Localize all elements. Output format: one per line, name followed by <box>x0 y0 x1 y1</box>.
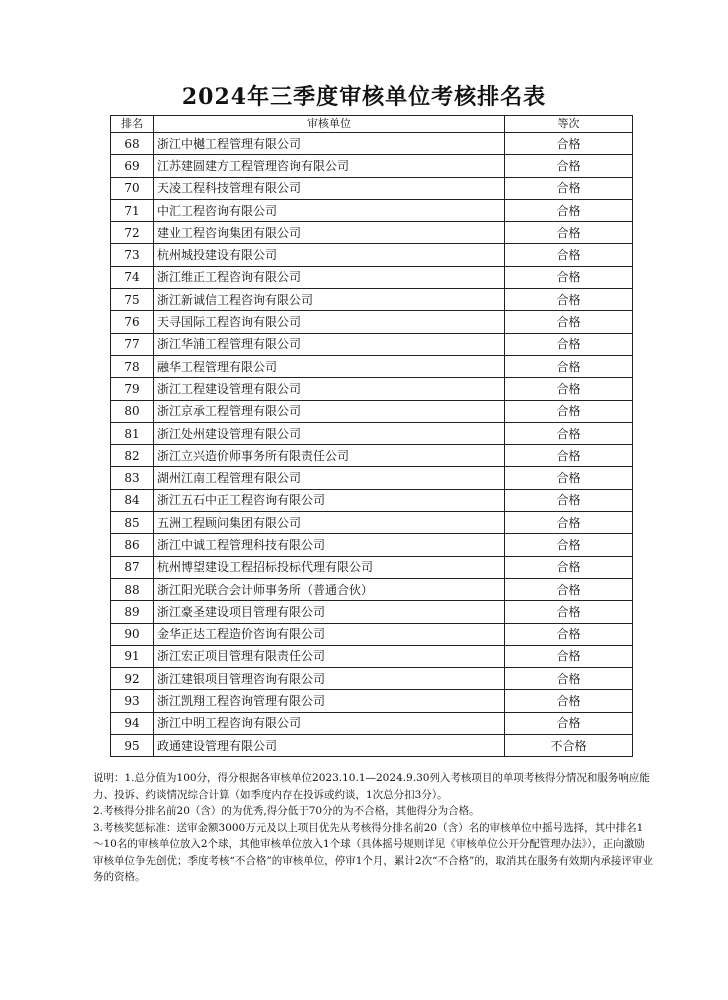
table-row <box>111 512 633 534</box>
unit-name-cell: 天凌工程科技管理有限公司 <box>154 177 505 199</box>
grade-cell: 合格 <box>505 155 633 177</box>
unit-name-cell: 浙江阳光联合会计师事务所（普通合伙） <box>154 578 505 600</box>
grade-cell: 合格 <box>505 512 633 534</box>
grade-cell: 合格 <box>505 177 633 199</box>
grade-cell: 合格 <box>505 244 633 266</box>
table-row <box>111 400 633 422</box>
unit-name-cell: 天寻国际工程咨询有限公司 <box>154 311 505 333</box>
unit-name-cell: 浙江宏正项目管理有限责任公司 <box>154 645 505 667</box>
grade-cell: 合格 <box>505 623 633 645</box>
rank-cell: 83 <box>111 467 154 489</box>
rank-cell: 84 <box>111 489 154 511</box>
table-row <box>111 645 633 667</box>
unit-name-cell: 浙江凯翔工程咨询管理有限公司 <box>154 690 505 712</box>
grade-cell: 合格 <box>505 690 633 712</box>
grade-cell: 合格 <box>505 445 633 467</box>
rank-cell: 89 <box>111 601 154 623</box>
table-row <box>111 199 633 221</box>
unit-name-cell: 江苏建圆建方工程管理咨询有限公司 <box>154 155 505 177</box>
ranking-table <box>110 115 633 757</box>
grade-cell: 合格 <box>505 311 633 333</box>
table-row <box>111 690 633 712</box>
notes <box>93 770 653 886</box>
table-row <box>111 601 633 623</box>
unit-name-cell: 浙江新诚信工程咨询有限公司 <box>154 289 505 311</box>
table-row <box>111 155 633 177</box>
table-row <box>111 311 633 333</box>
grade-cell: 合格 <box>505 422 633 444</box>
rank-cell: 85 <box>111 512 154 534</box>
table-row <box>111 735 633 757</box>
rank-cell: 81 <box>111 422 154 444</box>
unit-name-cell: 浙江华浦工程管理有限公司 <box>154 333 505 355</box>
rank-cell: 68 <box>111 133 154 155</box>
grade-cell: 合格 <box>505 489 633 511</box>
rank-cell: 72 <box>111 222 154 244</box>
table-row <box>111 578 633 600</box>
unit-name-cell: 浙江工程建设管理有限公司 <box>154 378 505 400</box>
table-row <box>111 556 633 578</box>
rank-cell: 80 <box>111 400 154 422</box>
table-row <box>111 177 633 199</box>
grade-cell: 合格 <box>505 133 633 155</box>
grade-cell: 不合格 <box>505 735 633 757</box>
grade-cell: 合格 <box>505 400 633 422</box>
grade-cell: 合格 <box>505 289 633 311</box>
rank-cell: 78 <box>111 355 154 377</box>
unit-name-cell: 浙江五石中正工程咨询有限公司 <box>154 489 505 511</box>
grade-cell: 合格 <box>505 266 633 288</box>
grade-cell: 合格 <box>505 534 633 556</box>
grade-cell: 合格 <box>505 556 633 578</box>
table-row <box>111 133 633 155</box>
grade-cell: 合格 <box>505 467 633 489</box>
unit-name-cell: 金华正达工程造价咨询有限公司 <box>154 623 505 645</box>
table-row <box>111 712 633 734</box>
table-row <box>111 467 633 489</box>
rank-cell: 88 <box>111 578 154 600</box>
grade-cell: 合格 <box>505 355 633 377</box>
rank-cell: 86 <box>111 534 154 556</box>
page-title: 2024年三季度审核单位考核排名表 <box>181 84 547 110</box>
grade-cell: 合格 <box>505 645 633 667</box>
rank-cell: 94 <box>111 712 154 734</box>
unit-name-cell: 中汇工程咨询有限公司 <box>154 199 505 221</box>
grade-cell: 合格 <box>505 378 633 400</box>
grade-cell: 合格 <box>505 578 633 600</box>
rank-cell: 95 <box>111 735 154 757</box>
rank-cell: 73 <box>111 244 154 266</box>
unit-name-cell: 融华工程管理有限公司 <box>154 355 505 377</box>
unit-name-cell: 五洲工程顾问集团有限公司 <box>154 512 505 534</box>
unit-name-cell: 湖州江南工程管理有限公司 <box>154 467 505 489</box>
table-row <box>111 445 633 467</box>
table-row <box>111 355 633 377</box>
rank-cell: 79 <box>111 378 154 400</box>
table-row <box>111 623 633 645</box>
unit-name-cell: 杭州博望建设工程招标投标代理有限公司 <box>154 556 505 578</box>
table-header-row <box>111 116 633 133</box>
grade-cell: 合格 <box>505 601 633 623</box>
table-row <box>111 333 633 355</box>
unit-name-cell: 浙江处州建设管理有限公司 <box>154 422 505 444</box>
unit-name-cell: 浙江豪圣建设项目管理有限公司 <box>154 601 505 623</box>
grade-cell: 合格 <box>505 712 633 734</box>
rank-cell: 69 <box>111 155 154 177</box>
rank-cell: 93 <box>111 690 154 712</box>
header-grade: 等次 <box>505 116 633 133</box>
table-row <box>111 222 633 244</box>
header-unit: 审核单位 <box>154 116 505 133</box>
grade-cell: 合格 <box>505 333 633 355</box>
rank-cell: 87 <box>111 556 154 578</box>
table-row <box>111 668 633 690</box>
rank-cell: 90 <box>111 623 154 645</box>
unit-name-cell: 建业工程咨询集团有限公司 <box>154 222 505 244</box>
unit-name-cell: 浙江京承工程管理有限公司 <box>154 400 505 422</box>
rank-cell: 71 <box>111 199 154 221</box>
table-row <box>111 266 633 288</box>
rank-cell: 74 <box>111 266 154 288</box>
table-row <box>111 534 633 556</box>
note-2: 2.考核得分排名前20（含）的为优秀,得分低于70分的为不合格，其他得分为合格。 <box>93 805 480 817</box>
rank-cell: 77 <box>111 333 154 355</box>
table-row <box>111 244 633 266</box>
table-row <box>111 378 633 400</box>
note-3: 3.考核奖惩标准：送审金额3000万元及以上项目优先从考核得分排名前20（含）名的审核单位中摇号选择，其中排名1～10名的审核单位放入2个球，其他审核单位放入1个球（具体摇号规则详见《审核单位公开分配管理办法》），正向激励审核单位争先创优；季度考核“不合格”的审核单位，停审1个月，累计2次“不合格”的，取消其在服务有效期内承接评审业务的资格。 <box>93 821 653 883</box>
unit-name-cell: 政通建设管理有限公司 <box>154 735 505 757</box>
header-rank: 排名 <box>111 116 154 133</box>
grade-cell: 合格 <box>505 222 633 244</box>
table-row <box>111 422 633 444</box>
rank-cell: 82 <box>111 445 154 467</box>
unit-name-cell: 杭州城投建设有限公司 <box>154 244 505 266</box>
unit-name-cell: 浙江建银项目管理咨询有限公司 <box>154 668 505 690</box>
unit-name-cell: 浙江中明工程咨询有限公司 <box>154 712 505 734</box>
unit-name-cell: 浙江立兴造价师事务所有限责任公司 <box>154 445 505 467</box>
rank-cell: 70 <box>111 177 154 199</box>
note-1: 说明：1.总分值为100分，得分根据各审核单位2023.10.1—2024.9.30列入考核项目的单项考核得分情况和服务响应能力、投诉、约谈情况综合计算（如季度内存在投诉或约谈，1次总分扣3分）。 <box>93 772 650 801</box>
unit-name-cell: 浙江维正工程咨询有限公司 <box>154 266 505 288</box>
table-row <box>111 489 633 511</box>
grade-cell: 合格 <box>505 199 633 221</box>
rank-cell: 92 <box>111 668 154 690</box>
grade-cell: 合格 <box>505 668 633 690</box>
unit-name-cell: 浙江中樾工程管理有限公司 <box>154 133 505 155</box>
table-row <box>111 289 633 311</box>
unit-name-cell: 浙江中诚工程管理科技有限公司 <box>154 534 505 556</box>
rank-cell: 75 <box>111 289 154 311</box>
rank-cell: 76 <box>111 311 154 333</box>
rank-cell: 91 <box>111 645 154 667</box>
